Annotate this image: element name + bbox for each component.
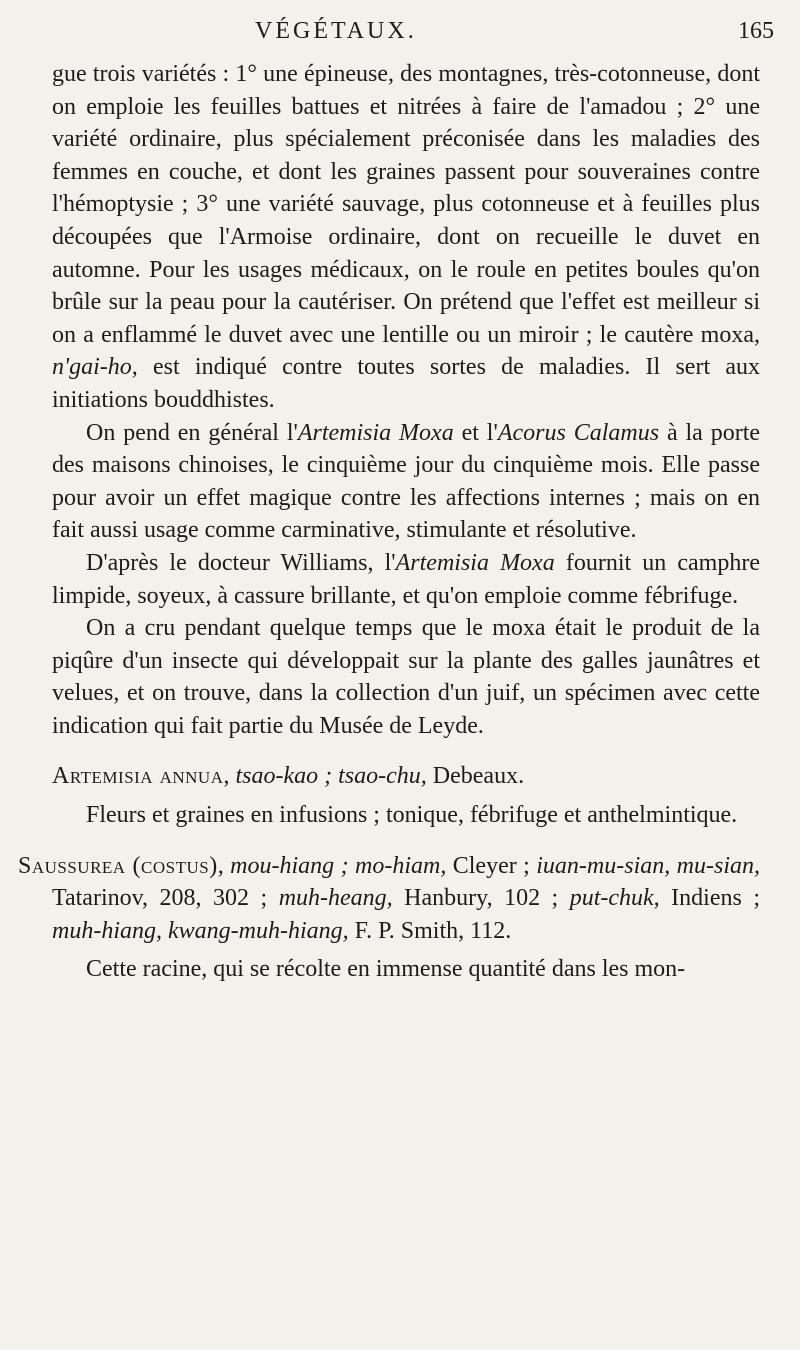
- italic-term: Acorus Calamus: [497, 419, 660, 446]
- paragraph-text: D'après le docteur Williams, l': [86, 549, 396, 576]
- entry-description: [52, 799, 760, 832]
- paragraph-text: On pend en général l': [86, 419, 298, 446]
- entry-separator: ,: [217, 852, 231, 879]
- paragraph-williams: [52, 547, 760, 612]
- entry-genus: Saussurea (costus): [18, 852, 218, 879]
- page-number: 165: [738, 18, 774, 44]
- entry-separator: ,: [223, 763, 236, 790]
- entry-author: F. P. Smith, 112.: [348, 917, 512, 944]
- paragraph-text: On a cru pendant quelque temps que le moxa était le produit de la piqûre d'un insecte qui développait sur la plante des galles jaunâtres et velues, et on trouve, dans la collection d'un juif, un spécimen avec cette indication qui fait partie du Musée de Leyde.: [52, 615, 760, 739]
- entry-vernacular-name: mou-hiang ; mo-hiam,: [230, 852, 447, 879]
- paragraph-text: et l': [453, 419, 498, 446]
- paragraph-text: est indiqué contre toutes sortes de maladies. Il sert aux initiations bouddhistes.: [52, 354, 760, 413]
- italic-term: n'gai-ho,: [52, 354, 138, 381]
- paragraph-text: fournit un camphre limpide, soyeux, à cassure brillante, et qu'on emploie comme fébrifuge.: [52, 549, 760, 609]
- entry-author: Indiens ;: [659, 885, 760, 912]
- entry-vernacular-name: muh-heang,: [278, 885, 393, 912]
- entry-vernacular-name: muh-hiang, kwang-muh-hiang,: [52, 917, 349, 944]
- italic-term: Artemisia Moxa: [297, 419, 454, 446]
- paragraph-root: [52, 953, 760, 986]
- paragraph-text: à la porte des maisons chinoises, le cinquième jour du cinquième mois. Elle passe pour avoir un effet magique contre les affections internes ; mais on en fait aussi usage comme carminative, stimulante et résolutive.: [52, 419, 761, 544]
- entry-vernacular-name: put-chuk,: [569, 885, 660, 912]
- body-text: [18, 58, 761, 986]
- paragraph-text: Cette racine, qui se récolte en immense quantité dans les mon-: [86, 956, 686, 983]
- paragraph-varieties: [52, 58, 760, 417]
- entry-saussurea: [18, 850, 761, 948]
- italic-term: Artemisia Moxa: [395, 549, 555, 576]
- entry-vernacular-name: iuan-mu-sian, mu-sian,: [536, 852, 761, 879]
- entry-author: Debeaux.: [426, 763, 525, 790]
- running-head: VÉGÉTAUX.: [255, 18, 417, 44]
- entry-artemisia-annua: [52, 760, 760, 793]
- paragraph-text: gue trois variétés : 1° une épineuse, des montagnes, très-cotonneuse, dont on emploie les feuilles battues et nitrées à faire de l'amadou ; 2° une variété ordinaire, plus spécialement préconisée dans les maladies des femmes en couche, et dont les graines passent pour souveraines contre l'hémoptysie ; 3° une variété sauvage, plus cotonneuse et à feuilles plus découpées que l'Armoise ordinaire, dont on recueille le duvet en automne. Pour les usages médicaux, on le roule en petites boules qu'on brûle sur la peau pour la cautériser. On prétend que l'effet est meilleur si on a enflammé le duvet avec une lentille ou un miroir ; le cautère moxa,: [52, 61, 760, 348]
- entry-genus: Artemisia annua: [52, 763, 224, 790]
- entry-author: Hanbury, 102 ;: [392, 885, 570, 912]
- entry-author: Tatarinov, 208, 302 ;: [52, 885, 279, 912]
- paragraph-text: Fleurs et graines en infusions ; tonique, fébrifuge et anthelmintique.: [86, 802, 738, 829]
- paragraph-doors: [52, 417, 760, 547]
- page-header: [0, 18, 800, 54]
- entry-author: Cleyer ;: [446, 852, 537, 879]
- entry-vernacular-names: tsao-kao ; tsao-chu,: [235, 763, 427, 790]
- paragraph-insect: [52, 612, 760, 742]
